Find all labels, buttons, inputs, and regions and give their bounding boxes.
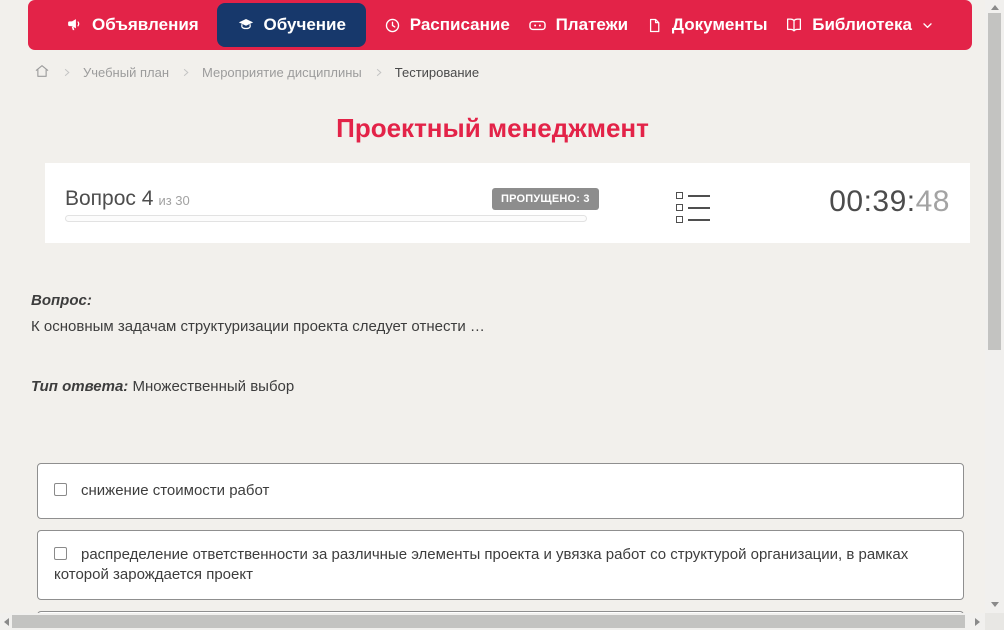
clock-icon bbox=[384, 17, 401, 34]
answer-type bbox=[31, 378, 294, 395]
chevron-right-icon bbox=[61, 67, 72, 78]
breadcrumb-item-curriculum[interactable]: Учебный план bbox=[83, 65, 169, 80]
skipped-badge: ПРОПУЩЕНО: 3 bbox=[492, 188, 599, 210]
scroll-down-arrow[interactable] bbox=[985, 599, 1004, 609]
answer-options bbox=[37, 463, 964, 630]
nav-label: Библиотека bbox=[812, 15, 912, 34]
nav-label: Платежи bbox=[555, 15, 629, 34]
nav-label: Обучение bbox=[263, 15, 346, 34]
nav-item-payments[interactable] bbox=[528, 3, 629, 47]
scroll-up-arrow[interactable] bbox=[985, 2, 1004, 12]
question-header-card bbox=[45, 163, 970, 243]
vertical-scrollbar-thumb[interactable] bbox=[988, 13, 1001, 350]
chevron-down-icon bbox=[921, 19, 934, 32]
breadcrumb-item-discipline-event[interactable]: Мероприятие дисциплины bbox=[202, 65, 362, 80]
nav-item-library[interactable] bbox=[785, 3, 934, 47]
nav-label: Расписание bbox=[409, 15, 510, 34]
question-text: К основным задачам структуризации проекта следует отнести … bbox=[31, 318, 485, 335]
answer-type-value: Множественный выбор bbox=[132, 378, 295, 395]
answer-option-row[interactable] bbox=[37, 530, 964, 600]
document-icon bbox=[646, 17, 663, 34]
horizontal-scrollbar[interactable] bbox=[0, 613, 985, 630]
breadcrumb bbox=[34, 63, 479, 82]
nav-item-learning[interactable] bbox=[217, 3, 366, 47]
nav-item-documents[interactable] bbox=[646, 3, 768, 47]
quiz-timer bbox=[829, 185, 950, 219]
page-title: Проектный менеджмент bbox=[336, 113, 649, 143]
question-list-icon bbox=[676, 204, 710, 211]
breadcrumb-item-testing: Тестирование bbox=[394, 65, 480, 80]
vertical-scrollbar[interactable] bbox=[985, 0, 1004, 613]
question-number bbox=[65, 187, 190, 211]
answer-type-label: Тип ответа: bbox=[31, 378, 129, 395]
chevron-right-icon bbox=[373, 67, 384, 78]
answer-option-content bbox=[54, 481, 269, 501]
answer-option-row[interactable] bbox=[37, 463, 964, 519]
horizontal-scrollbar-thumb[interactable] bbox=[12, 615, 965, 628]
chevron-right-icon bbox=[180, 67, 191, 78]
scroll-right-arrow[interactable] bbox=[971, 613, 983, 630]
home-icon[interactable] bbox=[34, 63, 50, 82]
timer-seconds: 48 bbox=[915, 185, 950, 218]
timer-main: 00:39: bbox=[829, 185, 916, 218]
scrollbar-corner bbox=[985, 613, 1004, 630]
nav-item-schedule[interactable] bbox=[384, 3, 510, 47]
option-label: распределение ответственности за различные элементы проекта и увязка работ со структурой организации, в рамках которой зарождается проект bbox=[54, 546, 909, 583]
question-total: из 30 bbox=[158, 193, 190, 208]
question-heading: Вопрос: bbox=[31, 292, 92, 309]
option-label: снижение стоимости работ bbox=[81, 482, 270, 499]
question-list-icon bbox=[676, 216, 710, 223]
nav-label: Объявления bbox=[92, 15, 199, 34]
payments-icon bbox=[528, 16, 547, 35]
answer-option-content bbox=[54, 545, 917, 585]
scroll-left-arrow[interactable] bbox=[1, 613, 11, 630]
book-icon bbox=[785, 16, 803, 34]
option-checkbox[interactable] bbox=[54, 547, 67, 560]
question-progress-bar bbox=[65, 215, 587, 222]
nav-item-announcements[interactable] bbox=[66, 3, 199, 47]
option-checkbox[interactable] bbox=[54, 483, 67, 496]
main-navbar bbox=[28, 0, 972, 50]
question-list-icon bbox=[676, 192, 710, 199]
megaphone-icon bbox=[66, 17, 83, 34]
nav-label: Документы bbox=[671, 15, 768, 34]
question-list-button[interactable] bbox=[676, 192, 710, 223]
question-number-label: Вопрос 4 bbox=[65, 187, 154, 210]
graduation-cap-icon bbox=[237, 16, 255, 34]
